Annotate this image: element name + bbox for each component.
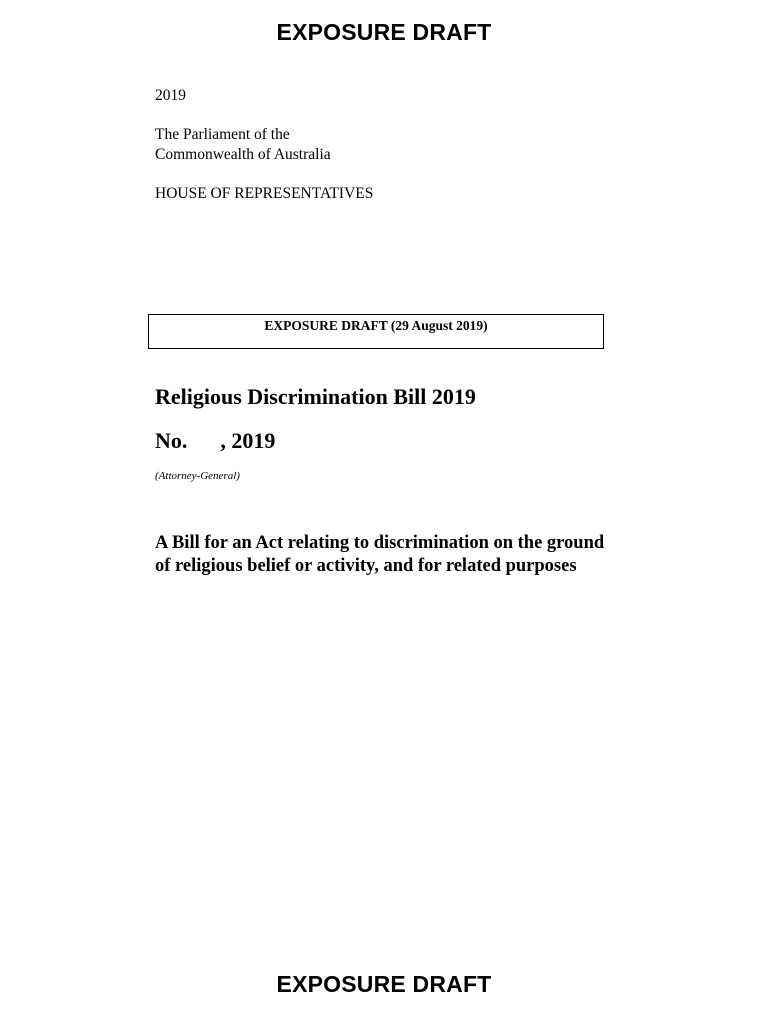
house-name: HOUSE OF REPRESENTATIVES (155, 185, 374, 202)
header-exposure-draft: EXPOSURE DRAFT (276, 19, 492, 45)
bill-long-title: A Bill for an Act relating to discrimination on the ground of religious belief or activity, and for related purposes (155, 533, 605, 576)
parliament-line-1: The Parliament of the (155, 126, 290, 143)
bill-title: Religious Discrimination Bill 2019 (155, 384, 476, 409)
exposure-draft-box (148, 314, 604, 349)
footer-exposure-draft: EXPOSURE DRAFT (276, 971, 492, 997)
bill-number: No. , 2019 (155, 428, 276, 453)
bill-year: 2019 (155, 87, 186, 104)
parliament-line-2: Commonwealth of Australia (155, 146, 331, 163)
exposure-draft-date: EXPOSURE DRAFT (29 August 2019) (264, 318, 488, 333)
bill-sponsor: (Attorney-General) (155, 470, 240, 482)
parliament-name (155, 125, 331, 165)
